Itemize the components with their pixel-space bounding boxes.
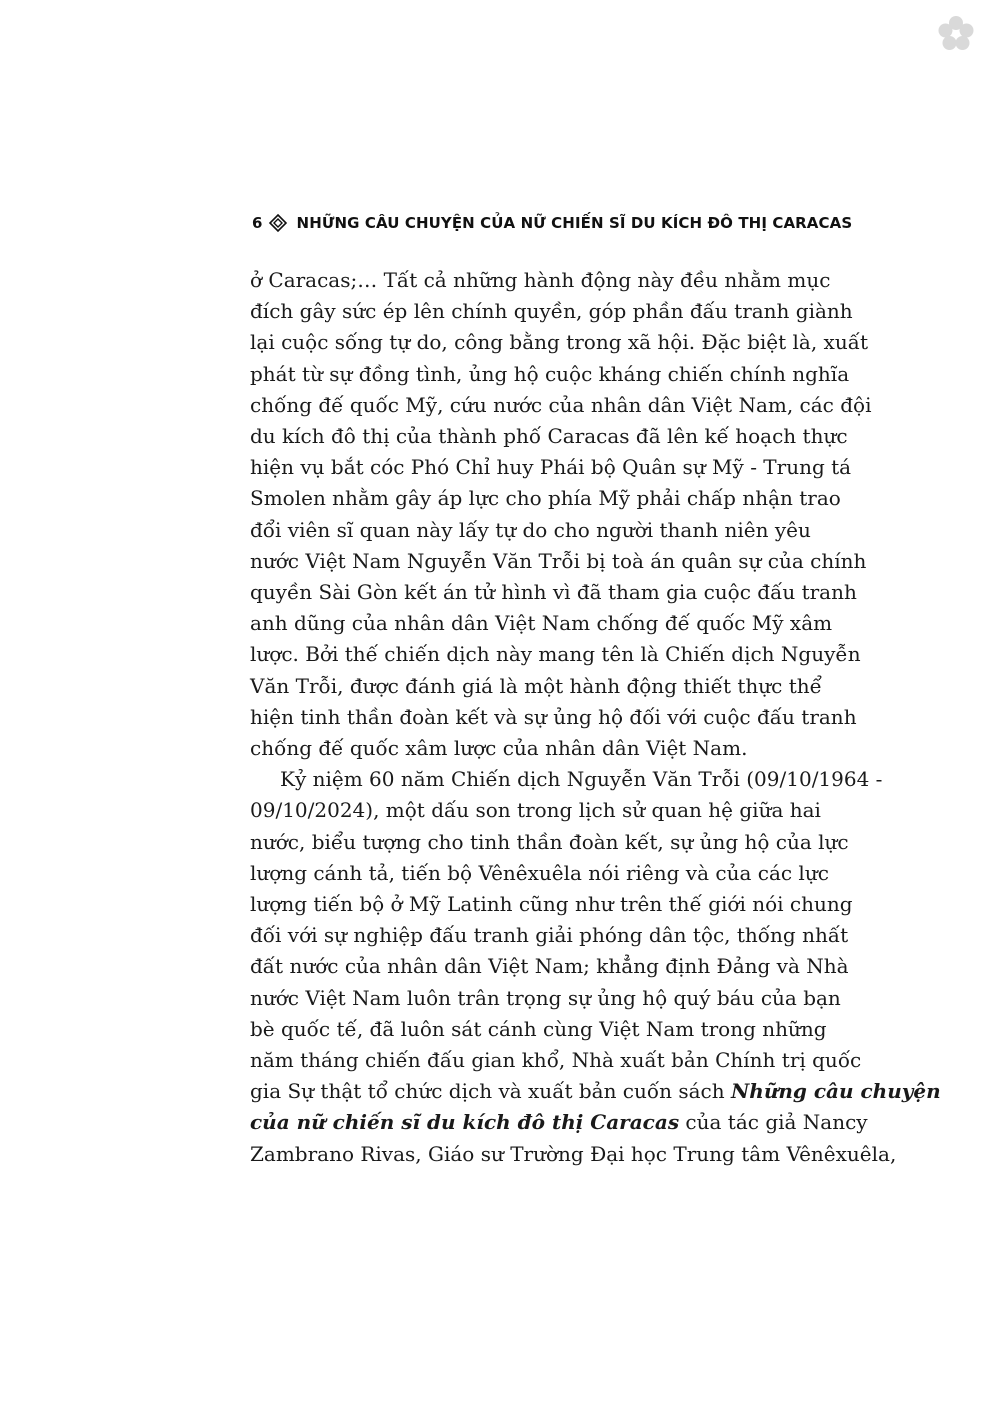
text-line: ở Caracas;… Tất cả những hành động này đều nhằm mục	[250, 268, 831, 292]
text-line: bè quốc tế, đã luôn sát cánh cùng Việt Nam trong những	[250, 1016, 827, 1041]
text-line: Kỷ niệm 60 năm Chiến dịch Nguyễn Văn Trỗi (09/10/1964 -	[280, 767, 883, 792]
text-line: anh dũng của nhân dân Việt Nam chống đế quốc Mỹ xâm	[250, 611, 833, 636]
text-line	[250, 1107, 868, 1138]
text-line: đổi viên sĩ quan này lấy tự do cho người thanh niên yêu	[250, 517, 811, 542]
diamond-ornament-icon	[269, 214, 287, 232]
text-line: 09/10/2024), một dấu son trong lịch sử quan hệ giữa hai	[250, 798, 821, 823]
flower-logo-icon	[936, 14, 976, 54]
text-line: hiện tinh thần đoàn kết và sự ủng hộ đối với cuộc đấu tranh	[250, 704, 857, 729]
text-fragment: của tác giả Nancy	[679, 1110, 868, 1135]
text-line: nước Việt Nam Nguyễn Văn Trỗi bị toà án quân sự của chính	[250, 548, 867, 573]
page-number: 6	[252, 214, 263, 232]
text-line: lượng tiến bộ ở Mỹ Latinh cũng như trên thế giới nói chung	[250, 892, 853, 917]
running-title: NHỮNG CÂU CHUYỆN CỦA NỮ CHIẾN SĨ DU KÍCH ĐÔ THỊ CARACAS	[296, 214, 853, 232]
book-title: Những câu chuyện	[731, 1079, 941, 1104]
text-line: Văn Trỗi, được đánh giá là một hành động thiết thực thể	[250, 673, 822, 698]
text-line: nước Việt Nam luôn trân trọng sự ủng hộ quý báu của bạn	[250, 985, 841, 1010]
book-title: của nữ chiến sĩ du kích đô thị Caracas	[250, 1110, 680, 1135]
text-line	[250, 1076, 941, 1107]
text-line: lược. Bởi thế chiến dịch này mang tên là Chiến dịch Nguyễn	[250, 642, 861, 667]
text-line: Smolen nhằm gây áp lực cho phía Mỹ phải chấp nhận trao	[250, 486, 841, 511]
text-line: hiện vụ bắt cóc Phó Chỉ huy Phái bộ Quân sự Mỹ - Trung tá	[250, 455, 852, 480]
text-line: lượng cánh tả, tiến bộ Vênêxuêla nói riêng và của các lực	[250, 860, 829, 885]
text-line: đích gây sức ép lên chính quyền, góp phần đấu tranh giành	[250, 299, 853, 324]
body-text	[250, 265, 941, 1170]
paragraph-2	[250, 764, 941, 1170]
text-line: Zambrano Rivas, Giáo sư Trường Đại học Trung tâm Vênêxuêla,	[250, 1141, 897, 1166]
text-line: nước, biểu tượng cho tinh thần đoàn kết, sự ủng hộ của lực	[250, 829, 849, 854]
running-header	[252, 210, 853, 236]
text-line: năm tháng chiến đấu gian khổ, Nhà xuất bản Chính trị quốc	[250, 1048, 862, 1073]
text-line: lại cuộc sống tự do, công bằng trong xã hội. Đặc biệt là, xuất	[250, 330, 868, 355]
text-fragment: gia Sự thật tổ chức dịch và xuất bản cuốn sách	[250, 1079, 731, 1104]
text-line: quyền Sài Gòn kết án tử hình vì đã tham gia cuộc đấu tranh	[250, 580, 857, 605]
paragraph-1	[250, 265, 872, 764]
text-line: phát từ sự đồng tình, ủng hộ cuộc kháng chiến chính nghĩa	[250, 361, 850, 386]
text-line: chống đế quốc Mỹ, cứu nước của nhân dân Việt Nam, các đội	[250, 392, 872, 417]
text-line: du kích đô thị của thành phố Caracas đã lên kế hoạch thực	[250, 424, 848, 449]
text-line: đối với sự nghiệp đấu tranh giải phóng dân tộc, thống nhất	[250, 923, 849, 948]
text-line: đất nước của nhân dân Việt Nam; khẳng định Đảng và Nhà	[250, 954, 849, 979]
text-line: chống đế quốc xâm lược của nhân dân Việt Nam.	[250, 736, 748, 761]
